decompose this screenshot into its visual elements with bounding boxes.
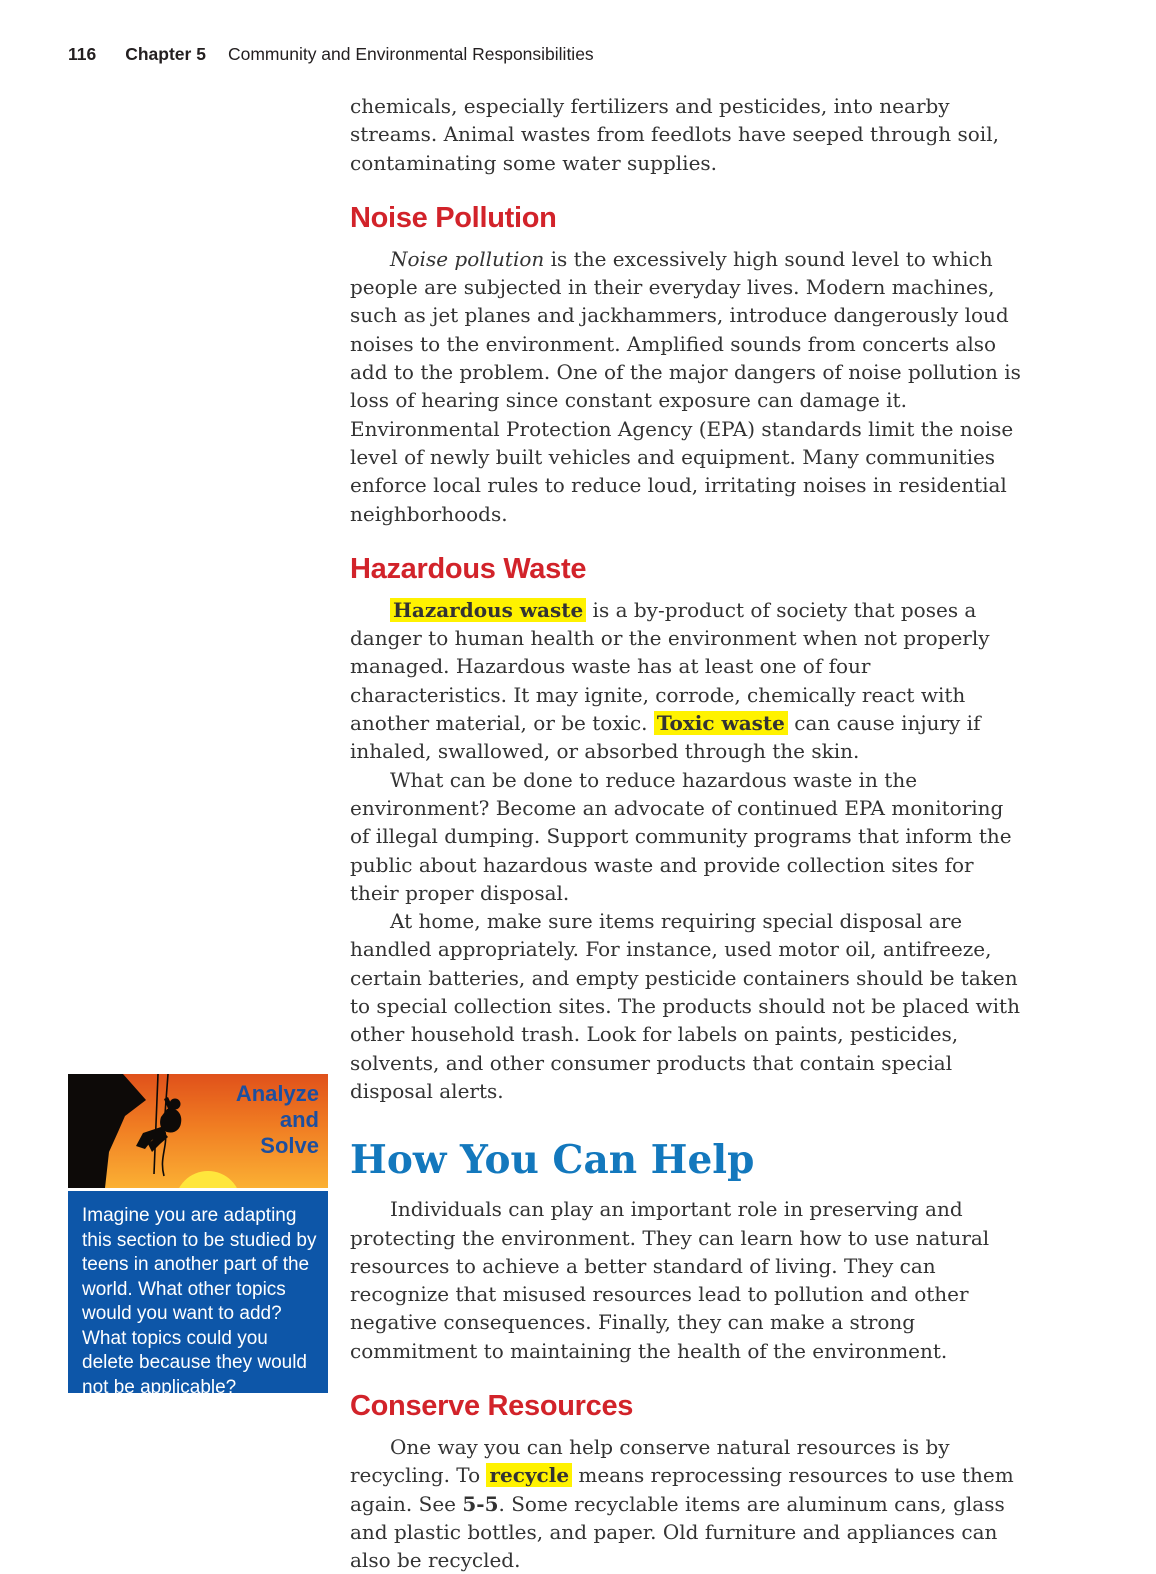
activity-title-line: Analyze	[235, 1081, 319, 1106]
how-you-can-help-paragraph: Individuals can play an important role in preserving and protecting the environment. They can learn how to use natural resources to achieve a better standard of living. They can recognize that misused resources lead to pollution and other negative consequences. Finally, they can make a strong commitment to maintaining the health of the environment.	[350, 1197, 990, 1363]
activity-title	[236, 1081, 319, 1159]
hazardous-waste-paragraph-2: What can be done to reduce hazardous waste in the environment? Become an advocate of continued EPA monitoring of illegal dumping. Support community programs that inform the public about hazardous waste and provide collection sites for their proper disposal.	[350, 767, 1012, 905]
page-header	[68, 44, 1096, 65]
activity-title-line: and	[279, 1107, 319, 1132]
intro-paragraph: chemicals, especially fertilizers and pesticides, into nearby streams. Animal wastes from feedlots have seeped through soil, contaminating some water supplies.	[350, 94, 999, 175]
hazardous-waste-paragraph-1: Hazardous waste is a by-product of society that poses a danger to human health or the environment when not properly managed. Hazardous waste has at least one of four characteristics. It may ignite, corrode, chemically react with another material, or be toxic. Toxic waste can cause injury if inhaled, swallowed, or absorbed through the skin.	[350, 597, 990, 764]
analyze-and-solve-box	[68, 1074, 328, 1398]
main-text-column	[350, 92, 1022, 1574]
activity-text-panel: Imagine you are adapting this section to be studied by teens in another part of the world. What other topics would you want to add? What topics could you delete because they would not be applicable?	[68, 1191, 328, 1393]
activity-title-line: Solve	[260, 1133, 319, 1158]
climber-sunset-image	[68, 1074, 328, 1188]
hazardous-waste-paragraph-3: At home, make sure items requiring special disposal are handled appropriately. For instance, used motor oil, antifreeze, certain batteries, and empty pesticide containers should be taken to special collection sites. The products should not be placed with other household trash. Look for labels on paints, pesticides, solvents, and other consumer products that contain special disposal alerts.	[350, 909, 1020, 1103]
conserve-resources-paragraph: One way you can help conserve natural resources is by recycling. To recycle means reprocessing resources to use them again. See 5-5. Some recyclable items are aluminum cans, glass and plastic bottles, and paper. Old furniture and appliances can also be recycled.	[350, 1434, 1014, 1573]
section-heading-how-you-can-help: How You Can Help	[350, 1137, 755, 1184]
chapter-title: Community and Environmental Responsibilities	[227, 44, 594, 64]
section-heading-noise-pollution: Noise Pollution	[350, 201, 557, 234]
section-heading-conserve-resources: Conserve Resources	[350, 1389, 634, 1422]
noise-pollution-paragraph: Noise pollution is the excessively high sound level to which people are subjected in their everyday lives. Modern machines, such as jet planes and jackhammers, introduce dangerously loud noises to the environment. Amplified sounds from concerts also add to the problem. One of the major dangers of noise pollution is loss of hearing since constant exposure can damage it. Environmental Protection Agency (EPA) standards limit the noise level of newly built vehicles and equipment. Many communities enforce local rules to reduce loud, irritating noises in residential neighborhoods.	[350, 246, 1021, 526]
section-heading-hazardous-waste: Hazardous Waste	[350, 552, 587, 585]
chapter-label: Chapter 5	[125, 44, 206, 64]
page-number: 116	[68, 44, 97, 64]
